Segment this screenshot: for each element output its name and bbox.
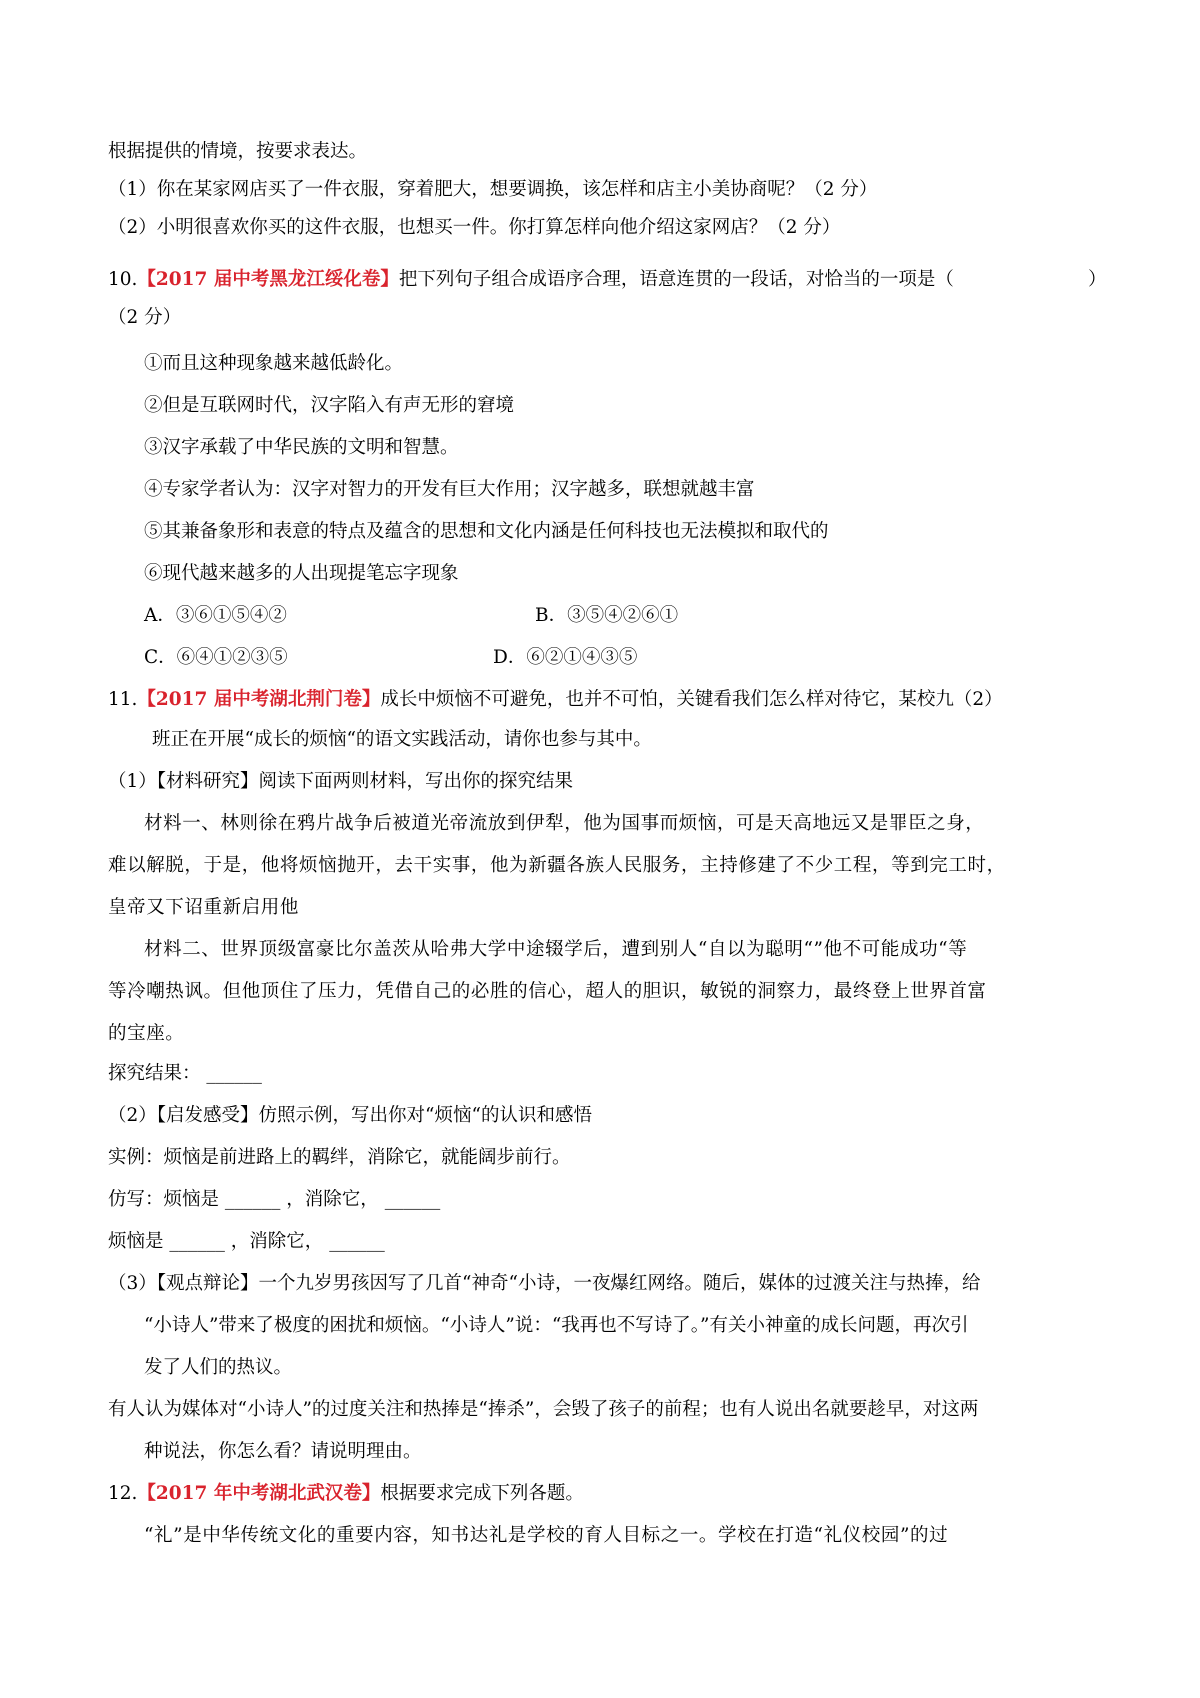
q10-option-c: C．⑥④①②③⑤ <box>144 647 288 668</box>
q11-imitate2-prefix: 烦恼是 <box>108 1231 164 1252</box>
q12-stem <box>108 1482 584 1506</box>
q11-imitate-blank-2: ______ <box>384 1189 441 1210</box>
q11-imitate-blank-1: ______ <box>224 1189 281 1210</box>
q9-subquestion-2: （2）小明很喜欢你买的这件衣服，也想买一件。你打算怎样向他介绍这家网店？（2 分） <box>108 217 841 238</box>
q11-part1-title: （1）【材料研究】阅读下面两则材料，写出你的探究结果 <box>108 771 574 792</box>
q10-sentence-1: ①而且这种现象越来越低龄化。 <box>144 353 404 374</box>
q10-number: 10. <box>108 269 138 290</box>
q11-imitate-line-2 <box>108 1230 385 1254</box>
q10-sentence-6: ⑥现代越来越多的人出现提笔忘字现象 <box>144 563 459 584</box>
q11-stem <box>108 688 1003 712</box>
q10-sentence-5: ⑤其兼备象形和表意的特点及蕴含的思想和文化内涵是任何科技也无法模拟和取代的 <box>144 521 829 542</box>
q11-question-line-1: 成长中烦恼不可避免，也并不可怕，关键看我们怎么样对待它，某校九（2） <box>380 689 1003 710</box>
q10-option-d: D．⑥②①④③⑤ <box>493 647 638 668</box>
q12-passage-line-1: “礼”是中华传统文化的重要内容，知书达礼是学校的育人目标之一。学校在打造“礼仪校园”的过 <box>144 1525 949 1546</box>
q11-part3-line-1: （3）【观点辩论】一个九岁男孩因写了几首“神奇“小诗，一夜爆红网络。随后，媒体的过渡关注与热捧，给 <box>108 1273 981 1294</box>
q10-stem <box>108 268 954 292</box>
q10-close-paren: ） <box>1088 269 1107 290</box>
q10-option-b: B．③⑤④②⑥① <box>535 605 679 626</box>
q10-question: 把下列句子组合成语序合理，语意连贯的一段话，对恰当的一项是（ <box>398 269 954 290</box>
q11-source: 【2017 届中考湖北荆门卷】 <box>137 689 381 710</box>
section-intro: 根据提供的情境，按要求表达。 <box>108 141 368 162</box>
q11-material2-line-3: 的宝座。 <box>108 1023 185 1044</box>
q11-example: 实例：烦恼是前进路上的羁绊，消除它，就能阔步前行。 <box>108 1147 571 1168</box>
q12-source: 【2017 年中考湖北武汉卷】 <box>137 1483 381 1504</box>
q11-result-label: 探究结果： <box>108 1063 201 1084</box>
q10-source: 【2017 届中考黑龙江绥化卷】 <box>137 269 399 290</box>
q11-imitate2-blank-1: ______ <box>169 1231 225 1252</box>
q11-number: 11. <box>108 689 138 710</box>
q11-result-line <box>108 1062 262 1086</box>
q12-number: 12. <box>108 1483 138 1504</box>
q10-sentence-3: ③汉字承载了中华民族的文明和智慧。 <box>144 437 459 458</box>
q11-imitate-line-1 <box>108 1188 440 1212</box>
q11-imitate2-mid: ，消除它， <box>230 1231 324 1252</box>
q11-material1-line-2: 难以解脱，于是，他将烦恼抛开，去干实事，他为新疆各族人民服务，主持修建了不少工程，等到完工时， <box>108 855 1006 876</box>
q11-imitate-mid: ，消除它， <box>286 1189 379 1210</box>
q11-part3-question-line-2: 种说法，你怎么看？请说明理由。 <box>144 1441 422 1462</box>
q11-material2-line-1: 材料二、世界顶级富豪比尔盖茨从哈弗大学中途辍学后，遭到别人“自以为聪明“”他不可能成功“等 <box>144 939 968 960</box>
q11-imitate-prefix: 仿写：烦恼是 <box>108 1189 220 1210</box>
q10-sentence-4: ④专家学者认为：汉字对智力的开发有巨大作用；汉字越多，联想就越丰富 <box>144 479 755 500</box>
q11-result-blank: ______ <box>206 1063 262 1084</box>
q11-material2-line-2: 等冷嘲热讽。但他顶住了压力，凭借自己的必胜的信心，超人的胆识，敏锐的洞察力，最终登上世界首富 <box>108 981 987 1002</box>
q11-material1-line-1: 材料一、林则徐在鸦片战争后被道光帝流放到伊犁，他为国事而烦恼，可是天高地远又是罪臣之身， <box>144 813 985 834</box>
q11-part2-title: （2）【启发感受】仿照示例，写出你对“烦恼“的认识和感悟 <box>108 1105 592 1126</box>
q10-score: （2 分） <box>108 307 182 328</box>
q10-option-a: A．③⑥①⑤④② <box>144 605 287 626</box>
q11-material1-line-3: 皇帝又下诏重新启用他 <box>108 897 300 918</box>
q11-imitate2-blank-2: ______ <box>329 1231 385 1252</box>
q12-question: 根据要求完成下列各题。 <box>380 1483 584 1504</box>
q11-part3-line-2: “小诗人”带来了极度的困扰和烦恼。“小诗人”说：“我再也不写诗了。”有关小神童的成长问题，再次引 <box>144 1315 969 1336</box>
q11-part3-question-line-1: 有人认为媒体对“小诗人”的过度关注和热捧是“捧杀”，会毁了孩子的前程；也有人说出名就要趁早，对这两 <box>108 1399 979 1420</box>
q11-question-line-2: 班正在开展“成长的烦恼“的语文实践活动，请你也参与其中。 <box>152 729 652 750</box>
q11-part3-line-3: 发了人们的热议。 <box>144 1357 293 1378</box>
q9-subquestion-1: （1）你在某家网店买了一件衣服，穿着肥大，想要调换，该怎样和店主小美协商呢？（2 分） <box>108 179 878 200</box>
q10-sentence-2: ②但是互联网时代，汉字陷入有声无形的窘境 <box>144 395 515 416</box>
